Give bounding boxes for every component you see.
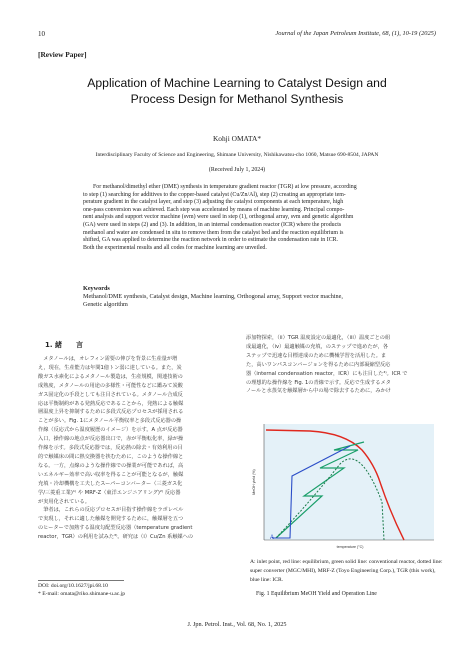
text-line: 酸ガス水素化によるメタノール製造は，生産規模，関連技術の xyxy=(38,373,183,380)
paper-title xyxy=(38,75,436,107)
abstract-line: to step (1) searching for additives to the copper-based catalyst (Cu/Zn/Al), step (2) creating an appropriate tem- xyxy=(83,191,346,198)
text-line: で実現し，それに適した触媒を開発するために，触媒層を五つ xyxy=(38,516,184,523)
text-line: のヒーターで加熱する温度勾配型反応器（temperature gradient xyxy=(38,525,193,532)
text-line: 入口，操作線の地点が反応器出口で，赤が平衡転化率，緑が操 xyxy=(38,436,184,443)
text-line: 成最適化，（iv）最適触媒の充填，のステップで進めたが，各 xyxy=(246,343,389,350)
plot-background xyxy=(264,424,434,540)
journal-header: Journal of the Japan Petroleum Institute, 68, (1), 10-19 (2025) xyxy=(275,30,436,37)
footnote-rule xyxy=(38,580,124,581)
text-line: え，現在，生産能力は年間1億トン弱に達している。また，炭 xyxy=(38,364,182,371)
keywords-heading: Keywords xyxy=(83,285,110,292)
abstract-line: Both the experimental results and all codes for machine learning are unveiled. xyxy=(83,244,267,251)
text-line: の理想的な操作線を Fig. 1の青線で示す。反応で生成するメタ xyxy=(246,379,391,386)
abstract-line: one-pass conversion was achieved. Each step was accelerated by means of machine learning. Principal compo- xyxy=(83,206,345,213)
figure-1 xyxy=(250,402,442,554)
text-line: メタノールは，オレフィン需要の伸びを背景に生産量が増 xyxy=(38,356,178,362)
text-line: 器（internal condensation reactor，ICR）にも注目した⁴⁾。ICR で xyxy=(246,370,408,377)
text-line: reactor，TGR）の利用を試みた³⁾。研究は（i）Cu/Zn 系触媒への xyxy=(38,534,194,541)
text-line: ステップで迅速な目標達成のために機械学習を活用した。ま xyxy=(246,352,387,359)
text-line: 応は平衡制約がある発熱反応であることから，発熱による触媒 xyxy=(38,400,184,407)
text-line: が実用化されている。 xyxy=(38,498,90,505)
abstract-line: For methanol/dimethyl ether (DME) synthesis in temperature gradient reactor (TGR) at low pressure, according xyxy=(93,184,357,190)
figure-plot xyxy=(250,402,442,554)
figure-caption: A: inlet point, red line: equilibrium, green solid line: conventional reactor, dotted line: super converter (MGC/MHI), MRF-Z (Toyo Engineering Corp.), TGR (this work), blue line: ICR. xyxy=(250,559,443,583)
abstract-line: perature gradient in the catalyst layer, and step (3) adjusting the catalyst components at each temperature, high xyxy=(83,199,344,206)
text-line: ことが多い。Fig. 1にメタノール平衡収率と多段式反応器の操 xyxy=(38,418,182,425)
text-line: なる。一方，点線のような操作線での操業が可能であれば，高 xyxy=(38,462,184,469)
figure-title: Fig. 1 Equilibrium MeOH Yield and Operation Line xyxy=(256,591,377,597)
abstract-line: nent analysis and support vector machine (svm) were used in step (1), orthogonal array, svm and genetic algorithm xyxy=(83,214,354,221)
x-axis-label: temperature (°C) xyxy=(336,545,364,549)
left-column-text xyxy=(38,355,236,542)
abstract xyxy=(83,184,413,252)
text-line: 学/三菱重工業)¹⁾ や MRF-Z（東洋エンジニアリング)²⁾ 反応器 xyxy=(38,489,181,496)
title-line-1: Application of Machine Learning to Catalyst Design and xyxy=(87,76,387,90)
doi-footnote: DOI: doi.org/10.1627/jpi.68.10 xyxy=(38,583,108,589)
right-column-text xyxy=(246,334,444,396)
author-name: Kohji OMATA* xyxy=(212,134,262,143)
text-line: 充填・冷却機構を工夫したスーパーコンバーター（三菱ガス化 xyxy=(38,480,183,487)
text-line: 作線（反応式から温度履歴のイメージ）を示す。A 点が反応器 xyxy=(38,427,183,434)
keywords-line: Genetic algorithm xyxy=(83,300,128,308)
text-line: 成熟度，メタノールの用途の多様性・可能性などに鑑みて炭酸 xyxy=(38,382,183,389)
text-line: 層温度上昇を抑制するために多段式反応プロセスが採用される xyxy=(38,409,184,416)
text-line: いエネルギー効率で高い収率を得ることが可能となるが，触媒 xyxy=(38,471,184,478)
keywords-line: Methanol/DME synthesis, Catalyst design, Machine learning, Orthogonal array, Support vector machine, xyxy=(83,292,343,300)
page-number: 10 xyxy=(38,30,45,38)
page-footer: J. Jpn. Petrol. Inst., Vol. 68, No. 1, 2025 xyxy=(187,621,287,628)
text-line: ノールと水蒸気を触媒層から中の場で除去するために，みかけ xyxy=(246,388,391,395)
text-line: 添加物探索，（ii）TGR 温度設定の最適化，（iii）温度ごとの組 xyxy=(246,335,391,341)
section-heading: 1. 緒 言 xyxy=(45,341,83,349)
text-line: 作線を示す。多段式反応器では，反応熱の除去・有効利用の目 xyxy=(38,445,183,452)
abstract-line: shifted, GA was applied to determine the reaction network in order to estimate the condensation rate in ICR. xyxy=(83,237,339,244)
text-line: ガス固定化の手段としても注目されている。メタノール合成反 xyxy=(38,391,183,398)
point-a-label: A xyxy=(270,535,275,541)
abstract-line: methanol and water are condensed in situ to remove them from the catalyst bed and the reaction equilibrium is xyxy=(83,229,344,236)
received-date: (Received July 1, 2024) xyxy=(208,167,266,173)
keywords-block xyxy=(83,285,413,308)
title-line-2: Process Design for Methanol Synthesis xyxy=(130,92,344,106)
y-axis-label: MeOH yield (%) xyxy=(252,469,256,495)
affiliation: Interdisciplinary Faculty of Science and Engineering, Shimane University, Nishikawatsu-cho 1060, Matsue 690-8504, JAPAN xyxy=(95,152,379,158)
abstract-line: (GA) were used in steps (2) and (3). In addition, in an internal condensation reactor (ICR) where the products xyxy=(83,221,342,228)
article-type-label: [Review Paper] xyxy=(38,50,87,59)
text-line: た，高いワンパスコンバージョンを得るために内部凝縮型反応 xyxy=(246,361,391,368)
text-line: 筆者は，これらの反応プロセスが目指す操作線をラボレベル xyxy=(38,507,184,514)
email-footnote: * E-mail: omata@riko.shimane-u.ac.jp xyxy=(38,591,126,597)
text-line: 的で触媒床の間に熱交換器を挟むために，このような操作線と xyxy=(38,453,184,460)
